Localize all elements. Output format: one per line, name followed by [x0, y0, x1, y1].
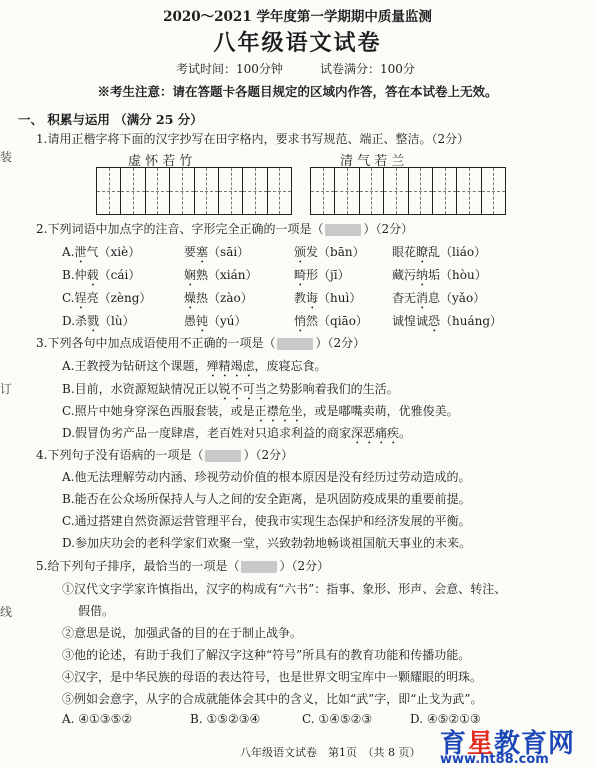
- question-3-text: [36, 334, 365, 351]
- q5-sentence-1-cont: 假借。: [78, 604, 115, 618]
- q5-choice-c: C. ①④⑤②③: [302, 712, 373, 726]
- exam-notice: ※考生注意：请在答题卡各题目规定的区域内作答，答在本试卷上无效。: [97, 84, 498, 99]
- q2-option-word: 藏污纳垢（hòu）: [392, 268, 487, 282]
- answer-blank[interactable]: [277, 338, 313, 350]
- q5-choice-b: B. ①⑤②③④: [190, 712, 261, 726]
- grid-cell[interactable]: [409, 168, 433, 214]
- q3-option: D.假冒伪劣产品一度肆虐，老百姓对只追求利益的商家深恶痛疾。: [62, 426, 412, 440]
- q2-option-word: A.泄气（xiè）: [62, 245, 141, 259]
- writing-grid-2[interactable]: [310, 167, 506, 215]
- q2-option-word: 杳无消息（yǎo）: [392, 291, 486, 305]
- q5-choice-a: A. ④①③⑤②: [62, 712, 133, 726]
- question-4-text: [36, 446, 293, 463]
- q5-sentence-5: ⑤例如会意字，从字的合成就能体会其中的含义，比如“武”字，即“止戈为武”。: [62, 692, 483, 706]
- question-1-text: 1.请用正楷字将下面的汉字抄写在田字格内，要求书写规范、端正、整洁。（2分）: [36, 132, 470, 146]
- grid-cell[interactable]: [268, 168, 291, 214]
- q4-prefix: 4.下列句子没有语病的一项是（: [36, 448, 204, 462]
- exam-year-title: 2020～2021 学年度第一学期期中质量监测: [163, 9, 432, 25]
- watermark-char-1: 育: [440, 729, 468, 759]
- q5-sentence-2: ②意思是说，加强武备的目的在于制止战争。: [62, 626, 303, 640]
- watermark-char-3: 教育网: [494, 729, 576, 759]
- q2-option-word: 要塞（sāi）: [184, 245, 250, 259]
- answer-blank[interactable]: [205, 450, 241, 462]
- margin-char-ding: 订: [0, 382, 13, 396]
- q5-sentence-1: ①汉代文字学家许慎指出，汉字的构成有“六书”：指事、象形、形声、会意、转注、: [62, 582, 507, 596]
- q5-prefix: 5.给下列句子排序，最恰当的一项是（: [36, 559, 240, 573]
- q4-option-a: A.他无法理解劳动内涵、珍视劳动价值的根本原因是没有经历过劳动造成的。: [62, 470, 471, 484]
- margin-char-zhuang: 装: [0, 150, 13, 164]
- exam-title: 八年级语文试卷: [213, 30, 382, 56]
- q3-option: B.目前，水资源短缺情况正以锐不可当之势影响着我们的生活。: [62, 382, 399, 396]
- q4-suffix: ）（2分）: [243, 448, 294, 462]
- q2-option-word: B.仲载（cái）: [62, 268, 141, 282]
- grid-cell[interactable]: [311, 168, 335, 214]
- q3-prefix: 3.下列各句中加点成语使用不正确的一项是（: [36, 336, 276, 350]
- section-title: 一、 积累与运用 （满分 25 分）: [18, 112, 203, 127]
- q2-option-word: 眼花瞭乱（liáo）: [392, 245, 487, 259]
- q4-option-c: C.通过搭建自然资源运营管理平台，使我市实现生态保护和经济发展的平衡。: [62, 514, 471, 528]
- exam-time: 考试时间：100分钟: [176, 62, 283, 76]
- q2-option-word: 颁发（bān）: [294, 245, 365, 259]
- grid-cell[interactable]: [335, 168, 359, 214]
- q2-prefix: 2.下列词语中加点字的注音、字形完全正确的一项是（: [36, 222, 324, 236]
- q2-option-word: 悄然（qiāo）: [294, 314, 368, 328]
- grid-cell[interactable]: [97, 168, 121, 214]
- q2-option-word: 娴熟（xián）: [184, 268, 258, 282]
- q2-option-word: 教诲（huì）: [294, 291, 362, 305]
- grid-cell[interactable]: [433, 168, 457, 214]
- q2-option-word: 燥热（zào）: [184, 291, 253, 305]
- q1-phrase-2: 清 气 若 兰: [340, 154, 405, 169]
- writing-grid-1[interactable]: [96, 167, 292, 215]
- grid-cell[interactable]: [243, 168, 267, 214]
- q4-option-d: D.参加庆功会的老科学家们欢聚一堂，兴致勃勃地畅谈祖国航天事业的未来。: [62, 536, 472, 550]
- q1-phrase-1: 虚 怀 若 竹: [128, 154, 193, 169]
- q2-option-word: 畸形（jī）: [294, 268, 350, 282]
- q2-option-word: D.杀戮（lù）: [62, 314, 135, 328]
- exam-score: 试卷满分：100分: [320, 62, 415, 76]
- q2-option-word: C.锃亮（zèng）: [62, 291, 152, 305]
- q5-suffix: ）（2分）: [279, 559, 330, 573]
- page-footer: 八年级语文试卷 第1页 （共 8 页）: [240, 746, 421, 759]
- grid-cell[interactable]: [121, 168, 145, 214]
- q3-suffix: ）（2分）: [315, 336, 366, 350]
- grid-cell[interactable]: [457, 168, 481, 214]
- q2-suffix: ）（2分）: [363, 222, 414, 236]
- grid-cell[interactable]: [360, 168, 384, 214]
- question-5-text: [36, 557, 329, 574]
- grid-cell[interactable]: [195, 168, 219, 214]
- watermark-url: www.ht88.com: [440, 752, 549, 767]
- watermark-char-2: 星: [467, 729, 495, 759]
- q4-option-b: B.能否在公众场所保持人与人之间的安全距离，是巩固防疫成果的重要前提。: [62, 492, 471, 506]
- answer-blank[interactable]: [325, 224, 361, 236]
- q3-option: C.照片中她身穿深色西服套装，或是正襟危坐，或是嘟嘴卖萌，优雅俊美。: [62, 404, 459, 418]
- grid-cell[interactable]: [170, 168, 194, 214]
- grid-cell[interactable]: [384, 168, 408, 214]
- answer-blank[interactable]: [241, 561, 277, 573]
- q3-option: A.王教授为钻研这个课题，殚精竭虑，废寝忘食。: [62, 359, 327, 373]
- grid-cell[interactable]: [146, 168, 170, 214]
- grid-cell[interactable]: [219, 168, 243, 214]
- q2-option-word: 诚惶诚恐（huáng）: [392, 314, 503, 328]
- q5-choice-d: D. ④⑤②①③: [410, 712, 481, 726]
- grid-cell[interactable]: [482, 168, 505, 214]
- q5-sentence-4: ④汉字，是中华民族的母语的表达符号，也是世界文明宝库中一颗耀眼的明珠。: [62, 670, 483, 684]
- question-2-text: [36, 220, 413, 237]
- margin-char-xian: 线: [0, 605, 13, 619]
- q2-option-word: 愚钝（yú）: [184, 314, 247, 328]
- q5-sentence-3: ③他的论述，有助于我们了解汉字这种“符号”所具有的教育功能和传播功能。: [62, 648, 471, 662]
